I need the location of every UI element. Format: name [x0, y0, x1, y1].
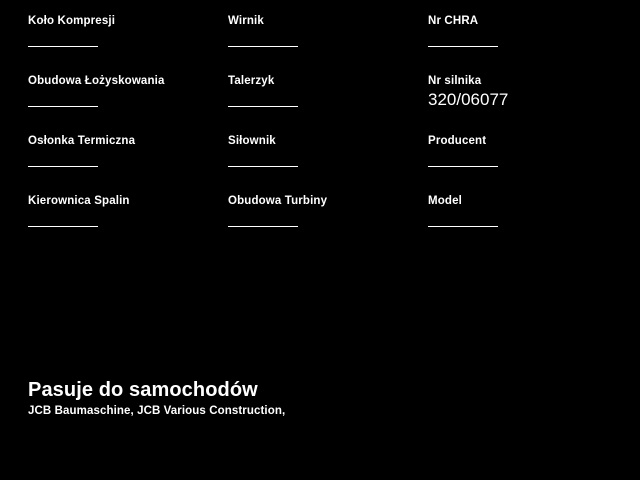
compatibility-title: Pasuje do samochodów [28, 379, 258, 401]
spec-underline [428, 226, 498, 227]
spec-label: Siłownik [228, 135, 276, 147]
spec-underline [228, 46, 298, 47]
spec-label: Nr CHRA [428, 15, 479, 27]
spec-underline [228, 226, 298, 227]
spec-label: Kierownica Spalin [28, 195, 130, 207]
spec-cell-silownik [228, 134, 428, 194]
spec-underline [428, 46, 498, 47]
spec-label: Producent [428, 135, 487, 147]
spec-label: Wirnik [228, 15, 264, 27]
spec-underline [228, 166, 298, 167]
spec-label: Talerzyk [228, 75, 275, 87]
spec-underline [28, 46, 98, 47]
spec-underline [428, 166, 498, 167]
spec-cell-kierownica-spalin [28, 194, 228, 254]
spec-value-engine-number: 320/06077 [428, 90, 509, 109]
spec-cell-model [428, 194, 612, 254]
spec-label: Koło Kompresji [28, 15, 116, 27]
compatibility-section [28, 378, 608, 419]
spec-cell-obudowa-lozyskowania [28, 74, 228, 134]
spec-cell-producent [428, 134, 612, 194]
spec-cell-nr-silnika [428, 74, 612, 134]
spec-label: Model [428, 195, 462, 207]
spec-label: Obudowa Turbiny [228, 195, 328, 207]
spec-cell-nr-chra [428, 14, 612, 74]
specification-grid [28, 14, 612, 254]
spec-label: Nr silnika [428, 75, 482, 87]
compatibility-list: JCB Baumaschine, JCB Various Construction, [28, 405, 286, 417]
spec-cell-oslonka-termiczna [28, 134, 228, 194]
spec-cell-wirnik [228, 14, 428, 74]
spec-label: Osłonka Termiczna [28, 135, 136, 147]
spec-underline [228, 106, 298, 107]
spec-cell-talerzyk [228, 74, 428, 134]
spec-underline [28, 226, 98, 227]
spec-label: Obudowa Łożyskowania [28, 75, 165, 87]
spec-cell-obudowa-turbiny [228, 194, 428, 254]
spec-underline [28, 106, 98, 107]
spec-cell-kolo-kompresji [28, 14, 228, 74]
spec-underline [28, 166, 98, 167]
